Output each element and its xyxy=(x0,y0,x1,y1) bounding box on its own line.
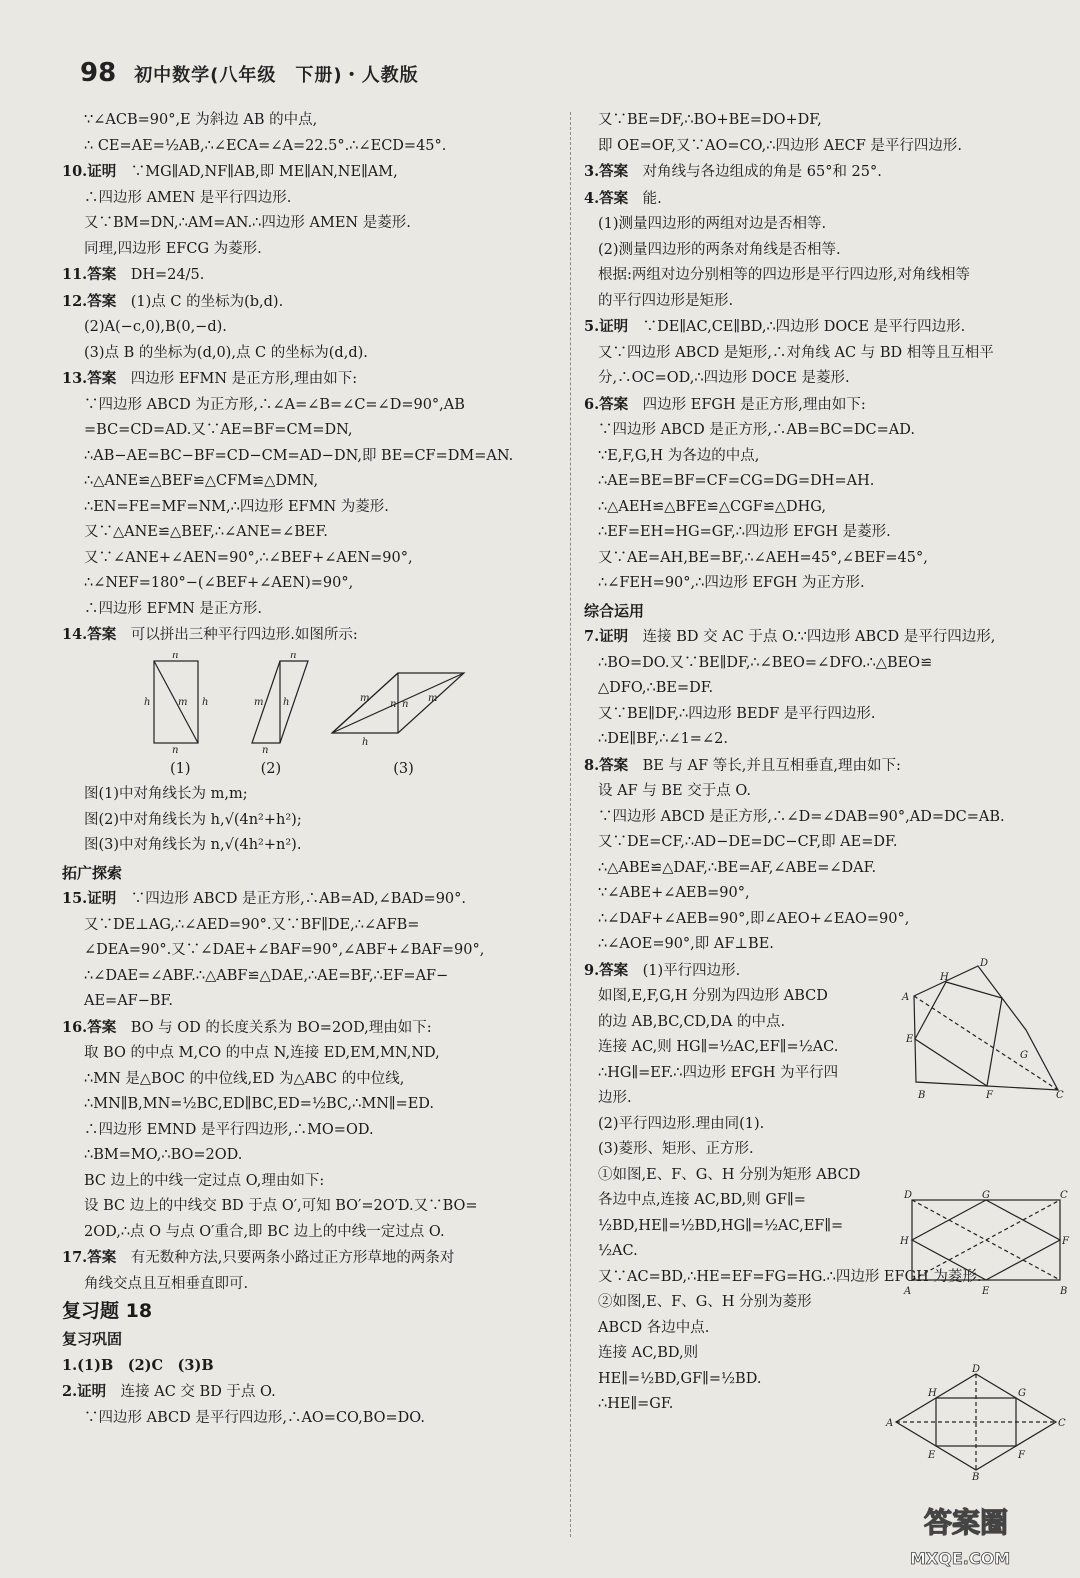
text-line: 即 OE=OF,又∵AO=CO,∴四边形 AECF 是平行四边形. xyxy=(598,137,963,154)
text-line: BE 与 AF 等长,并且互相垂直,理由如下: xyxy=(642,757,901,774)
vertex-label: A xyxy=(886,1418,894,1429)
fig-label: h xyxy=(202,696,209,708)
text-line: BC 边上的中线一定过点 O,理由如下: xyxy=(84,1172,325,1189)
text-line: (1)B (2)C (3)B xyxy=(77,1356,214,1374)
page-header xyxy=(80,58,419,92)
vertex-label: F xyxy=(1018,1450,1025,1461)
text-line: ∵MG∥AD,NF∥AB,即 ME∥AN,NE∥AM, xyxy=(130,164,398,180)
vertex-label: C xyxy=(1058,1418,1066,1429)
watermark-url: MXQE.COM xyxy=(910,1549,1011,1568)
text-line: 又∵BM=DN,∴AM=AN.∴四边形 AMEN 是菱形. xyxy=(84,215,411,231)
text-line: 四边形 EFGH 是正方形,理由如下: xyxy=(642,396,866,413)
fig-label: n xyxy=(390,698,397,710)
text-line: (1)点 C 的坐标为(b,d). xyxy=(130,293,284,310)
text-line: ②如图,E、F、G、H 分别为菱形 xyxy=(598,1294,812,1310)
text-line: 又∵AE=AH,BE=BF,∴∠AEH=45°,∠BEF=45°, xyxy=(598,549,928,566)
vertex-label: H xyxy=(900,1236,909,1247)
section-heading: 拓广探索 xyxy=(62,863,123,882)
quad-efgh xyxy=(915,982,1002,1086)
watermark xyxy=(896,1492,1066,1572)
text-line: 的边 AB,BC,CD,DA 的中点. xyxy=(598,1013,786,1030)
text-line: 又∵BE=DF,∴BO+BE=DO+DF, xyxy=(598,112,822,128)
question-label: 16.答案 xyxy=(62,1018,117,1036)
question-label: 9.答案 xyxy=(584,961,629,979)
text-line: 又∵DE=CF,∴AD−DE=DC−CF,即 AE=DF. xyxy=(598,834,898,850)
text-line: ∵四边形 ABCD 为正方形,∴∠A=∠B=∠C=∠D=90°,AB xyxy=(84,396,465,413)
text-line: 设 AF 与 BE 交于点 O. xyxy=(598,783,751,799)
question-label: 15.证明 xyxy=(62,890,117,907)
text-line: 四边形 EFMN 是正方形,理由如下: xyxy=(130,371,358,387)
text-line: 能. xyxy=(642,190,662,207)
text-line: 取 BO 的中点 M,CO 的中点 N,连接 ED,EM,MN,ND, xyxy=(84,1045,440,1061)
question-label: 4.答案 xyxy=(584,189,629,207)
question-label: 8.答案 xyxy=(584,756,629,774)
fig-label: h xyxy=(362,736,369,748)
question-label: 6.答案 xyxy=(584,395,629,413)
vertex-label: D xyxy=(972,1364,981,1375)
fig-label: h xyxy=(144,696,151,708)
text-line: BO 与 OD 的长度关系为 BO=2OD,理由如下: xyxy=(130,1019,432,1036)
text-line: ABCD 各边中点. xyxy=(598,1319,710,1336)
vertex-label: G xyxy=(1020,1050,1028,1061)
review-title: 复习题 18 xyxy=(62,1300,153,1322)
text-line: =BC=CD=AD.又∵AE=BF=CM=DN, xyxy=(84,422,353,438)
text-line: ∴四边形 EMND 是平行四边形,∴MO=OD. xyxy=(84,1121,374,1138)
section-heading: 综合运用 xyxy=(584,601,645,620)
column-divider xyxy=(570,112,571,1537)
vertex-label: A xyxy=(902,992,910,1003)
text-line: 连接 BD 交 AC 于点 O.∵四边形 ABCD 是平行四边形, xyxy=(642,629,996,645)
fig-label: m xyxy=(178,696,188,708)
text-line: 设 BC 边上的中线交 BD 于点 O′,可知 BO′=2O′D.又∵BO= xyxy=(84,1198,478,1214)
vertex-label: F xyxy=(1062,1236,1069,1247)
text-line: DH=24/5. xyxy=(130,267,205,283)
text-line: (3)点 B 的坐标为(d,0),点 C 的坐标为(d,d). xyxy=(84,344,368,361)
rhombus-figure xyxy=(884,1362,1070,1482)
text-line: 2OD,∴点 O 与点 O′重合,即 BC 边上的中线一定过点 O. xyxy=(84,1223,445,1240)
text-line: ∵DE∥AC,CE∥BD,∴四边形 DOCE 是平行四边形. xyxy=(642,319,966,335)
fig-label: h xyxy=(283,696,290,708)
text-line: 图(3)中对角线长为 n,√(4h²+n²). xyxy=(84,837,302,853)
text-line: ½AC. xyxy=(598,1243,638,1259)
vertex-label: A xyxy=(904,1286,912,1297)
fig-caption: (1) xyxy=(170,760,191,777)
quadrilateral-figure xyxy=(900,958,1070,1100)
text-line: 又∵DE⊥AG,∴∠AED=90°.又∵BF∥DE,∴∠AFB= xyxy=(84,916,420,933)
text-line: ∴BO=DO.又∵BE∥DF,∴∠BEO=∠DFO.∴△BEO≌ xyxy=(598,654,933,671)
vertex-label: B xyxy=(918,1090,926,1100)
text-line: ∵∠ABE+∠AEB=90°, xyxy=(598,885,750,901)
text-line: 各边中点,连接 AC,BD,则 GF∥= xyxy=(598,1192,806,1208)
text-line: ∴HE∥=GF. xyxy=(598,1396,674,1412)
text-line: 连接 AC,BD,则 xyxy=(598,1345,699,1361)
vertex-label: G xyxy=(1018,1388,1026,1399)
text-line: ∴∠DAE=∠ABF.∴△ABF≌△DAE,∴AE=BF,∴EF=AF− xyxy=(84,967,449,984)
question-label: 11.答案 xyxy=(62,266,117,283)
left-column xyxy=(62,108,556,1431)
text-line: (2)平行四边形.理由同(1). xyxy=(598,1115,765,1132)
fig-caption: (3) xyxy=(393,760,414,777)
text-line: ∴EN=FE=MF=NM,∴四边形 EFMN 为菱形. xyxy=(84,498,389,515)
text-line: ∴AB−AE=BC−BF=CD−CM=AD−DN,即 BE=CF=DM=AN. xyxy=(84,447,514,464)
text-line: ∴△ANE≌△BEF≌△CFM≌△DMN, xyxy=(84,473,319,489)
text-line: (1)测量四边形的两组对边是否相等. xyxy=(598,216,827,232)
text-line: (1)平行四边形. xyxy=(642,962,741,979)
text-line: ∴MN 是△BOC 的中位线,ED 为△ABC 的中位线, xyxy=(84,1070,405,1087)
watermark-text: 答案圈 xyxy=(924,1506,1009,1539)
question-label: 1. xyxy=(62,1356,78,1374)
text-line: (2)测量四边形的两条对角线是否相等. xyxy=(598,241,841,258)
fig-label: n xyxy=(290,652,297,661)
question-label: 7.证明 xyxy=(584,628,629,645)
page-title: 初中数学(八年级 下册)・人教版 xyxy=(134,65,419,86)
vertex-label: H xyxy=(940,972,949,983)
text-line: ∴MN∥B,MN=½BC,ED∥BC,ED=½BC,∴MN∥=ED. xyxy=(84,1096,435,1112)
text-line: 根据:两组对边分别相等的四边形是平行四边形,对角线相等 xyxy=(598,267,970,283)
vertex-label: D xyxy=(904,1190,913,1201)
text-line: 同理,四边形 EFCG 为菱形. xyxy=(84,240,262,257)
text-line: ∵E,F,G,H 为各边的中点, xyxy=(598,447,760,464)
fig-label: n xyxy=(172,652,179,661)
fig-label: n xyxy=(262,744,269,756)
vertex-label: C xyxy=(1056,1090,1064,1100)
fig1-diagonal xyxy=(154,661,198,743)
text-line: ∴△ABE≌△DAF,∴BE=AF,∠ABE=∠DAF. xyxy=(598,859,877,876)
text-line: (3)菱形、矩形、正方形. xyxy=(598,1141,754,1157)
text-line: ∴∠NEF=180°−(∠BEF+∠AEN)=90°, xyxy=(84,575,354,591)
vertex-label: E xyxy=(906,1034,914,1045)
text-line: ∴DE∥BF,∴∠1=∠2. xyxy=(598,731,728,747)
vertex-label: F xyxy=(986,1090,993,1100)
text-line: HE∥=½BD,GF∥=½BD. xyxy=(598,1370,762,1387)
text-line: 对角线与各边组成的角是 65°和 25°. xyxy=(642,164,882,180)
question-label: 17.答案 xyxy=(62,1249,117,1266)
text-line: ∴AE=BE=BF=CF=CG=DG=DH=AH. xyxy=(598,473,875,489)
text-line: 图(2)中对角线长为 h,√(4n²+h²); xyxy=(84,811,302,828)
text-line: 有无数种方法,只要两条小路过正方形草地的两条对 xyxy=(130,1250,455,1266)
text-line: 角线交点且互相垂直即可. xyxy=(84,1275,249,1292)
text-line: 边形. xyxy=(598,1090,632,1106)
fig-label: n xyxy=(172,744,179,756)
section-heading: 复习巩固 xyxy=(62,1330,123,1348)
fig-caption: (2) xyxy=(260,760,282,777)
text-line: 连接 AC,则 HG∥=½AC,EF∥=½AC. xyxy=(598,1039,839,1055)
text-line: ∴ CE=AE=½AB,∴∠ECA=∠A=22.5°.∴∠ECD=45°. xyxy=(84,137,447,154)
text-line: ①如图,E、F、G、H 分别为矩形 ABCD xyxy=(598,1166,861,1183)
parallelogram-figures xyxy=(132,653,572,757)
fig-label: m xyxy=(254,696,264,708)
text-line: 如图,E,F,G,H 分别为四边形 ABCD xyxy=(598,988,828,1004)
text-line: 连接 AC 交 BD 于点 O. xyxy=(120,1384,276,1400)
text-line: △DFO,∴BE=DF. xyxy=(598,680,714,696)
text-line: ∴HG∥=EF.∴四边形 EFGH 为平行四 xyxy=(598,1064,839,1081)
question-label: 10.证明 xyxy=(62,163,117,180)
rectangle-figure xyxy=(898,1188,1070,1300)
vertex-label: B xyxy=(1060,1286,1068,1297)
text-line: 可以拼出三种平行四边形.如图所示: xyxy=(130,627,358,643)
vertex-label: C xyxy=(1060,1190,1068,1201)
text-line: ∵四边形 ABCD 是平行四边形,∴AO=CO,BO=DO. xyxy=(84,1409,425,1426)
text-line: ∴△AEH≌△BFE≌△CGF≌△DHG, xyxy=(598,498,826,515)
question-label: 5.证明 xyxy=(584,318,629,335)
text-line: ∵四边形 ABCD 是正方形,∴∠D=∠DAB=90°,AD=DC=AB. xyxy=(598,808,1005,825)
text-line: ∵四边形 ABCD 是正方形,∴AB=AD,∠BAD=90°. xyxy=(130,891,467,907)
text-line: 图(1)中对角线长为 m,m; xyxy=(84,786,248,802)
text-line: AE=AF−BF. xyxy=(84,993,173,1009)
text-line: 又∵△ANE≌△BEF,∴∠ANE=∠BEF. xyxy=(84,524,328,540)
fig-label: m xyxy=(428,692,438,704)
text-line: ∴四边形 AMEN 是平行四边形. xyxy=(84,189,292,206)
vertex-label: E xyxy=(928,1450,936,1461)
text-line: ½BD,HE∥=½BD,HG∥=½AC,EF∥= xyxy=(598,1217,844,1234)
text-line: ∵∠ACB=90°,E 为斜边 AB 的中点, xyxy=(84,112,318,128)
vertex-label: B xyxy=(972,1472,980,1482)
page-number: 98 xyxy=(80,58,117,88)
question-label: 12.答案 xyxy=(62,292,117,310)
text-line: ∴四边形 EFMN 是正方形. xyxy=(84,600,263,617)
text-line: 又∵BE∥DF,∴四边形 BEDF 是平行四边形. xyxy=(598,705,876,722)
text-line: ∠DEA=90°.又∵∠DAE+∠BAF=90°,∠ABF+∠BAF=90°, xyxy=(84,942,485,958)
quad-abcd xyxy=(914,966,1058,1090)
text-line: 又∵四边形 ABCD 是矩形,∴对角线 AC 与 BD 相等且互相平 xyxy=(598,344,994,361)
question-label: 3.答案 xyxy=(584,163,629,180)
text-line: ∵四边形 ABCD 是正方形,∴AB=BC=DC=AD. xyxy=(598,422,915,438)
vertex-label: H xyxy=(928,1388,937,1399)
question-label: 14.答案 xyxy=(62,626,117,643)
question-label: 2.证明 xyxy=(62,1383,107,1400)
text-line: 的平行四边形是矩形. xyxy=(598,292,734,309)
text-line: 又∵∠ANE+∠AEN=90°,∴∠BEF+∠AEN=90°, xyxy=(84,549,413,566)
text-line: ∴∠AOE=90°,即 AF⊥BE. xyxy=(598,936,774,952)
text-line: ∴∠DAF+∠AEB=90°,即∠AEO+∠EAO=90°, xyxy=(598,910,910,927)
text-line: 分,∴OC=OD,∴四边形 DOCE 是菱形. xyxy=(598,370,850,386)
quad-diagonal-ac xyxy=(914,996,1058,1090)
vertex-label: D xyxy=(980,958,989,969)
vertex-label: E xyxy=(982,1286,990,1297)
question-label: 13.答案 xyxy=(62,370,117,387)
vertex-label: G xyxy=(982,1190,990,1201)
text-line: (2)A(−c,0),B(0,−d). xyxy=(84,319,227,335)
fig-label: m xyxy=(360,692,370,704)
text-line: ∴BM=MO,∴BO=2OD. xyxy=(84,1147,243,1163)
text-line: 又∵AC=BD,∴HE=EF=FG=HG.∴四边形 EFGH 为菱形. xyxy=(598,1268,982,1285)
text-line: ∴∠FEH=90°,∴四边形 EFGH 为正方形. xyxy=(598,575,865,591)
fig-label: n xyxy=(402,698,409,710)
text-line: ∴EF=EH=HG=GF,∴四边形 EFGH 是菱形. xyxy=(598,524,891,540)
